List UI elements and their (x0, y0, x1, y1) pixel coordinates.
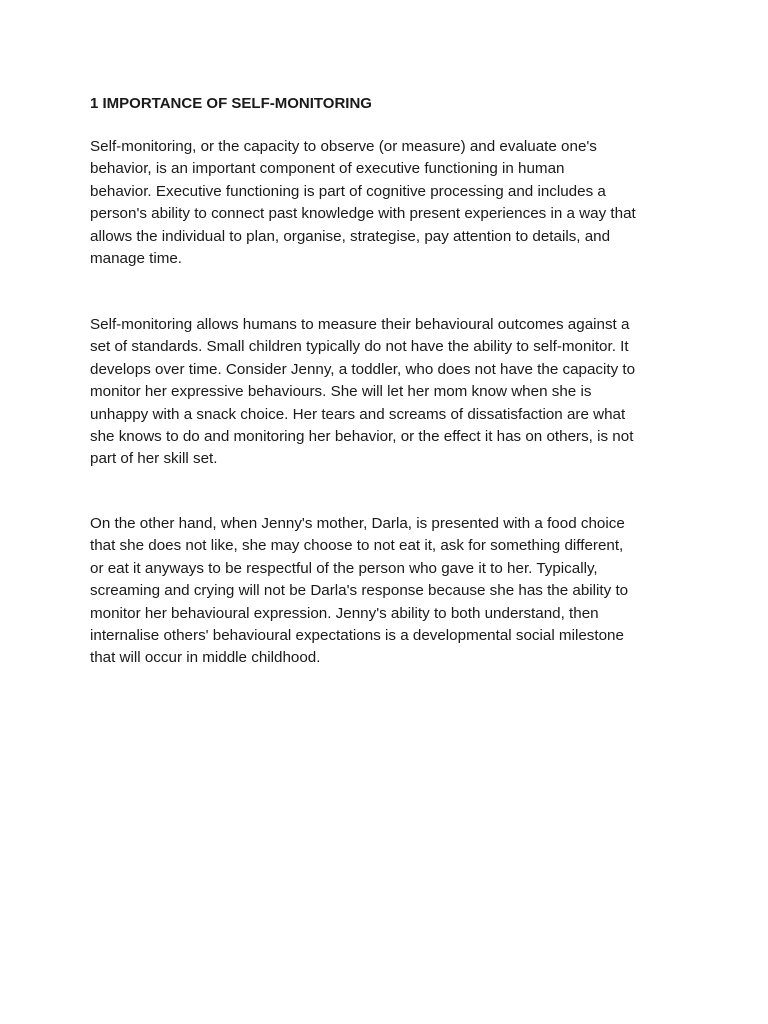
paragraph-line: person's ability to connect past knowledge with present experiences in a way that (90, 205, 636, 223)
paragraph-line: internalise others' behavioural expectations is a developmental social milestone (90, 627, 624, 645)
paragraph-line: that she does not like, she may choose to not eat it, ask for something different, (90, 537, 624, 555)
paragraph-line: screaming and crying will not be Darla's response because she has the ability to (90, 582, 629, 600)
paragraph-line: Self-monitoring, or the capacity to observe (or measure) and evaluate one's (90, 138, 597, 155)
paragraph-line: part of her skill set. (90, 450, 218, 468)
paragraph-line: monitor her expressive behaviours. She will let her mom know when she is (90, 383, 592, 401)
paragraph-2 (90, 314, 635, 471)
paragraph-line: monitor her behavioural expression. Jenny's ability to both understand, then (90, 604, 599, 622)
paragraph-line: manage time. (90, 250, 183, 268)
paragraph-line: behavior. Executive functioning is part of cognitive processing and includes a (90, 182, 606, 200)
paragraph-line: On the other hand, when Jenny's mother, Darla, is presented with a food choice (90, 515, 625, 532)
section-heading: 1 IMPORTANCE OF SELF-MONITORING (90, 95, 372, 112)
paragraph-line: behavior, is an important component of executive functioning in human (90, 160, 565, 178)
paragraph-line: or eat it anyways to be respectful of the person who gave it to her. Typically, (90, 559, 598, 577)
paragraph-line: set of standards. Small children typically do not have the ability to self-monitor. It (90, 338, 629, 356)
paragraph-line: Self-monitoring allows humans to measure their behavioural outcomes against a (90, 316, 630, 333)
paragraph-line: develops over time. Consider Jenny, a toddler, who does not have the capacity to (90, 360, 636, 378)
paragraph-line: she knows to do and monitoring her behavior, or the effect it has on others, is not (90, 428, 634, 446)
paragraph-3 (90, 513, 628, 670)
paragraph-line: that will occur in middle childhood. (90, 649, 321, 667)
paragraph-1 (90, 136, 636, 270)
paragraph-line: allows the individual to plan, organise, strategise, pay attention to details, and (90, 227, 611, 245)
paragraph-line: unhappy with a snack choice. Her tears and screams of dissatisfaction are what (90, 405, 626, 423)
